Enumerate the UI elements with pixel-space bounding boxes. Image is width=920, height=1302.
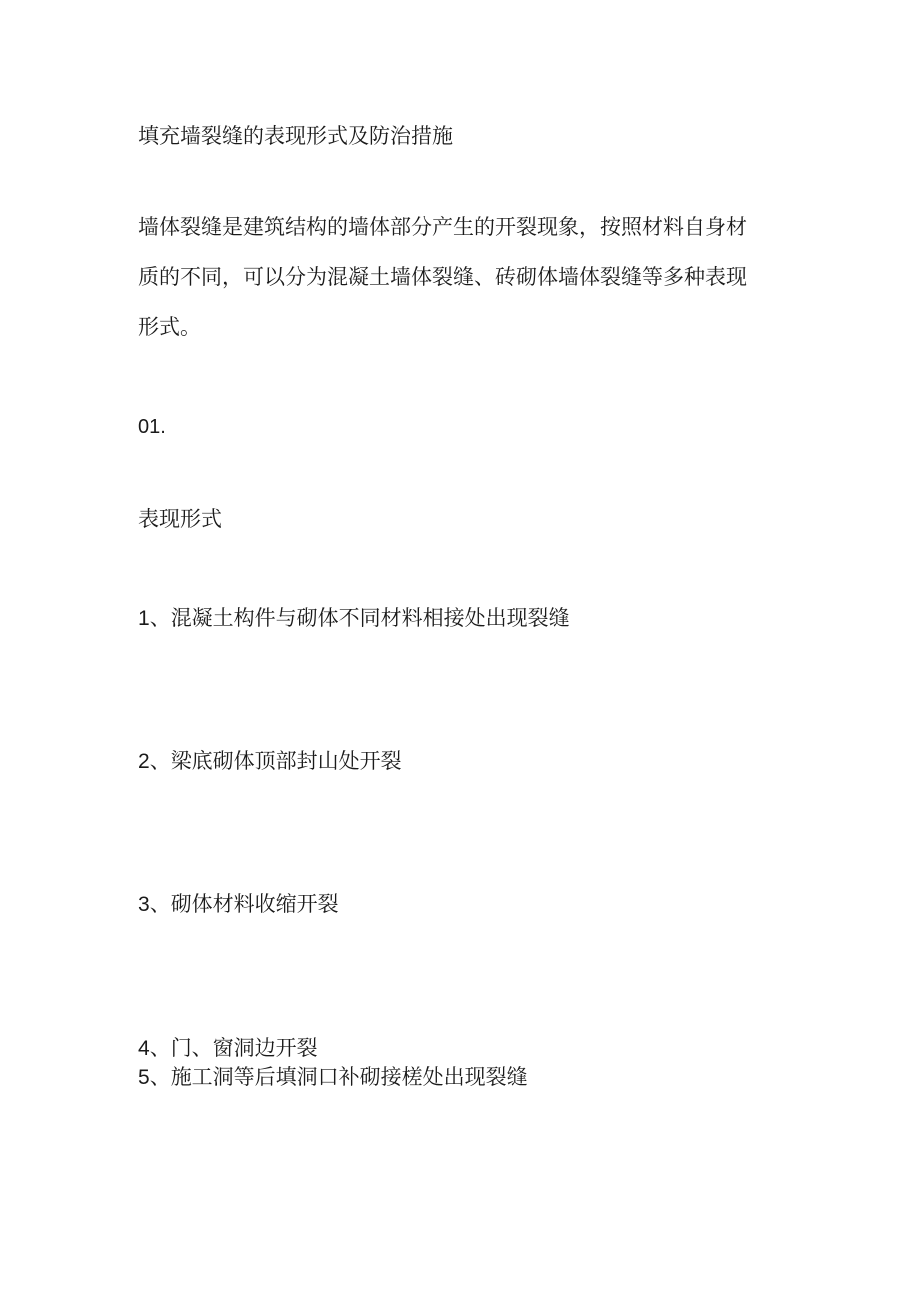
section-heading: 表现形式 [138, 507, 222, 531]
list-item-number: 2 [138, 750, 150, 773]
intro-line-1: 墙体裂缝是建筑结构的墙体部分产生的开裂现象，按照材料自身材 [138, 215, 747, 239]
list-item-separator: 、 [149, 892, 171, 916]
list-item-separator: 、 [149, 606, 171, 630]
list-item-text: 门、窗洞边开裂 [170, 1036, 318, 1060]
list-item-text: 梁底砌体顶部封山处开裂 [170, 749, 402, 773]
list-item [138, 749, 402, 774]
document-title: 填充墙裂缝的表现形式及防治措施 [138, 124, 453, 148]
intro-line-2: 质的不同，可以分为混凝土墙体裂缝、砖砌体墙体裂缝等多种表现 [138, 265, 747, 289]
list-item-text: 施工洞等后填洞口补砌接槎处出现裂缝 [170, 1065, 528, 1089]
intro-paragraph [138, 214, 778, 364]
list-item-number: 1 [138, 607, 150, 630]
list-item [138, 892, 339, 917]
list-item [138, 606, 570, 631]
list-item-separator: 、 [149, 749, 171, 773]
intro-line-3: 形式。 [138, 315, 201, 339]
section-number: 01. [138, 416, 166, 438]
list-item-text: 混凝土构件与砌体不同材料相接处出现裂缝 [170, 606, 570, 630]
list-item-separator: 、 [149, 1065, 171, 1089]
list-item-text: 砌体材料收缩开裂 [170, 892, 339, 916]
list-item [138, 1036, 318, 1061]
list-item [138, 1065, 528, 1090]
list-item-number: 4 [138, 1037, 150, 1060]
list-item-separator: 、 [149, 1036, 171, 1060]
list-item-number: 3 [138, 893, 150, 916]
list-item-number: 5 [138, 1066, 150, 1089]
